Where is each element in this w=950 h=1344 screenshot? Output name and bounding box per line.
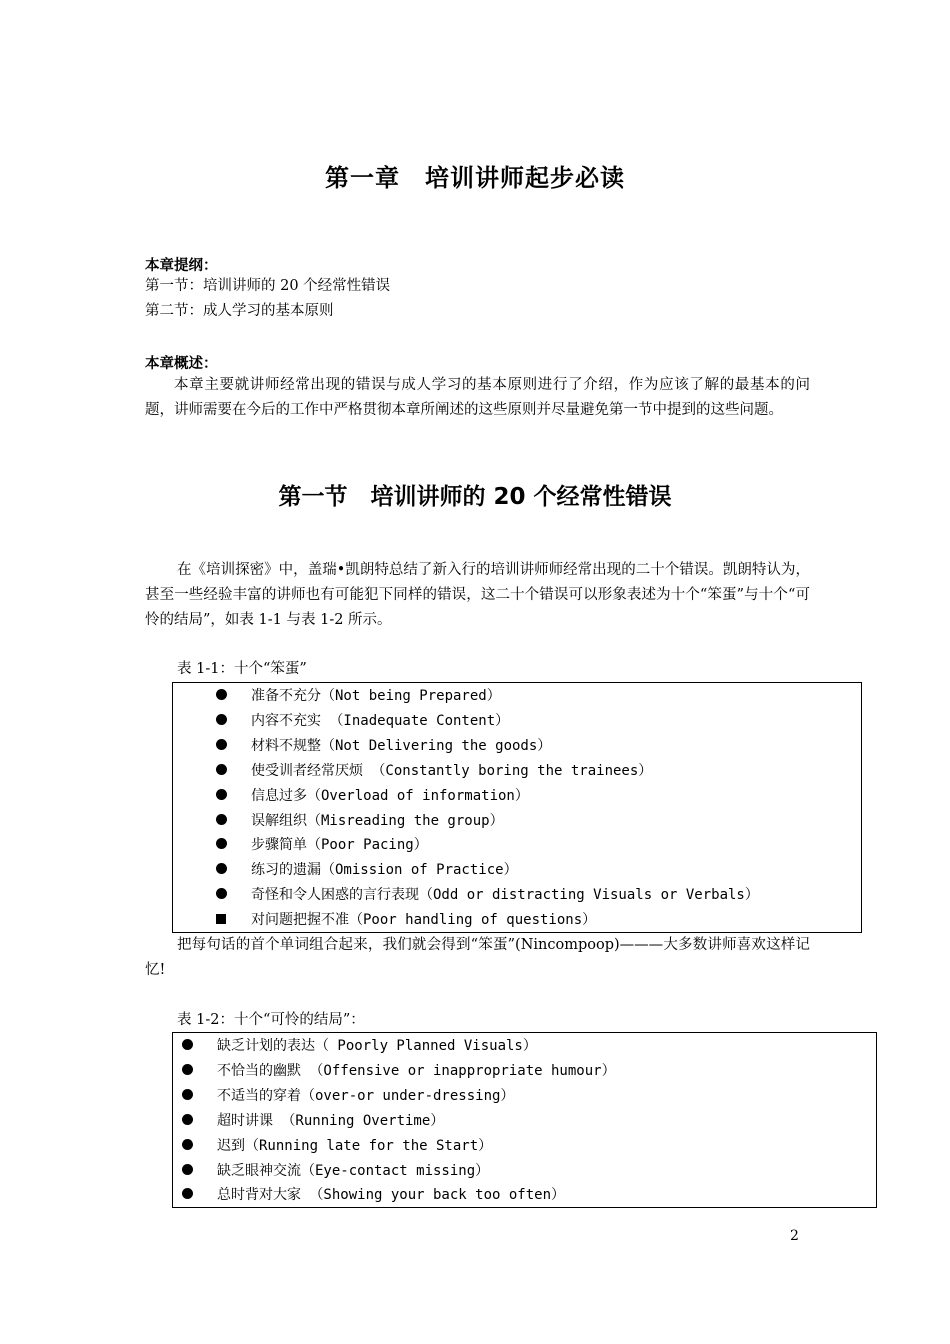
bullet-dot-icon [181,1034,193,1059]
list-item [215,784,855,809]
list-item-text: 对问题把握不准（Poor handling of questions） [251,912,597,929]
list-item-text: 步骤简单（Poor Pacing） [251,837,428,854]
list-item-text: 准备不充分（Not being Prepared） [251,688,501,704]
bullet-dot-icon [215,883,227,908]
section-title: 第一节 培训讲师的 20 个经常性错误 [278,484,672,510]
list-item [215,809,855,834]
list-item-text: 奇怪和令人困惑的言行表现（Odd or distracting Visuals or Verbals） [251,887,759,904]
list-item-text: 材料不规整（Not Delivering the goods） [251,737,552,754]
list-item-text: 练习的遗漏（Omission of Practice） [251,862,518,879]
list-item [181,1084,821,1109]
bullet-dot-icon [215,734,227,759]
list-item-text: 使受训者经常厌烦 （Constantly boring the trainees） [251,762,653,779]
bullet-dot-icon [215,833,227,858]
table2-box [172,1032,877,1208]
list-item-text: 超时讲课 （Running Overtime） [217,1112,445,1129]
list-item [181,1159,821,1184]
list-item-text: 缺乏眼神交流（Eye-contact missing） [217,1162,490,1179]
list-item-text: 迟到（Running late for the Start） [217,1137,493,1154]
table1-box [172,682,862,933]
list-item [181,1134,821,1159]
after-table1-paragraph: 把每句话的首个单词组合起来，我们就会得到“笨蛋”(Nincompoop)———大多数讲师喜欢这样记忆! [145,937,810,978]
bullet-dot-icon [215,684,227,709]
list-item-text: 内容不充实 （Inadequate Content） [251,712,510,729]
outline-label: 本章提纲： [145,258,218,274]
summary-label: 本章概述： [145,356,218,372]
list-item [215,709,855,734]
bullet-dot-icon [181,1134,193,1159]
chapter-title: 第一章 培训讲师起步必读 [325,164,625,192]
table2-caption: 表 1-2：十个“可怜的结局”： [177,1012,365,1028]
square-bullet-icon [215,908,227,933]
outline-item-1: 第一节：培训讲师的 20 个经常性错误 [145,278,391,294]
outline-item-2: 第二节：成人学习的基本原则 [145,303,334,319]
summary-paragraph: 本章主要就讲师经常出现的错误与成人学习的基本原则进行了介绍，作为应该了解的最基本的问题，讲师需要在今后的工作中严格贯彻本章所阐述的这些原则并尽量避免第一节中提到的这些问题。 [145,377,810,418]
list-item-text: 不恰当的幽默 （Offensive or inappropriate humour） [217,1062,616,1079]
bullet-dot-icon [215,809,227,834]
bullet-dot-icon [215,784,227,809]
bullet-dot-icon [215,709,227,734]
list-item [215,858,855,883]
list-item [215,833,855,858]
list-item-text: 总时背对大家 （Showing your back too often） [217,1187,566,1204]
bullet-dot-icon [181,1084,193,1109]
list-item-text: 信息过多（Overload of information） [251,787,529,804]
bullet-dot-icon [215,759,227,784]
list-item [215,684,855,709]
list-item [215,883,855,908]
bullet-dot-icon [181,1059,193,1084]
table1-caption: 表 1-1：十个“笨蛋” [177,661,307,677]
list-item [181,1183,821,1208]
list-item [215,734,855,759]
bullet-dot-icon [181,1183,193,1208]
list-item-text: 误解组织（Misreading the group） [251,812,504,829]
intro-paragraph: 在《培训探密》中，盖瑞•凯朗特总结了新入行的培训讲师师经常出现的二十个错误。凯朗特认为，甚至一些经验丰富的讲师也有可能犯下同样的错误，这二十个错误可以形象表述为十个“笨蛋”与十个“可怜的结局”，如表 1-1 与表 1-2 所示。 [145,562,810,628]
list-item-text: 缺乏计划的表达（ Poorly Planned Visuals） [217,1038,537,1054]
bullet-dot-icon [181,1159,193,1184]
list-item-text: 不适当的穿着（over-or under-dressing） [217,1087,515,1104]
list-item [215,908,855,933]
list-item [181,1109,821,1134]
list-item [181,1034,821,1059]
bullet-dot-icon [181,1109,193,1134]
list-item [215,759,855,784]
page-number: 2 [790,1228,799,1244]
bullet-dot-icon [215,858,227,883]
list-item [181,1059,821,1084]
